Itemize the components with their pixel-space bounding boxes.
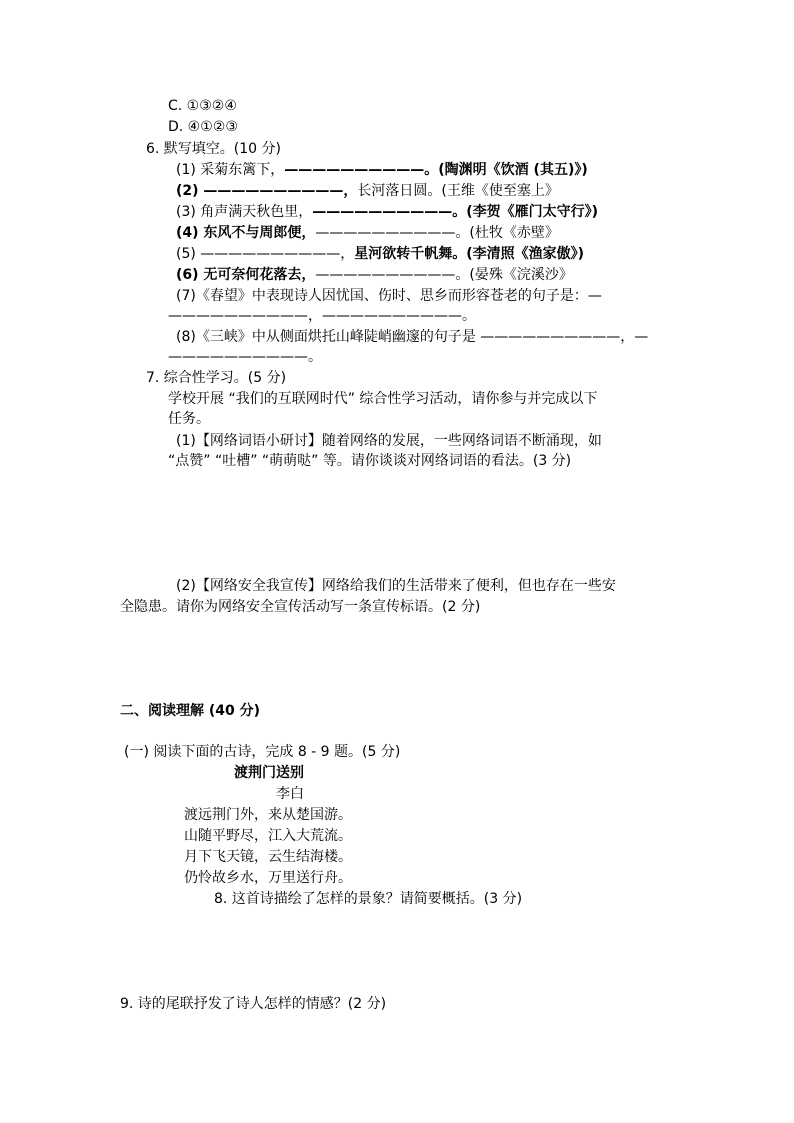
poem-author: 李白 <box>276 786 304 802</box>
section-2-heading: 二、阅读理解 (40 分) <box>120 703 261 719</box>
option-d: D. ④①②③ <box>168 119 238 135</box>
q6-item-5 <box>176 245 584 263</box>
q6-item-4-post: ——————————。(杜牧《赤壁》 <box>315 225 559 241</box>
q9: 9. 诗的尾联抒发了诗人怎样的情感？(2 分) <box>120 996 387 1012</box>
q6-item-1-pre: (1) 采菊东篱下， <box>176 162 285 178</box>
q7-part-1-line-1: (1)【网络词语小研讨】随着网络的发展，一些网络词语不断涌现，如 <box>176 433 602 449</box>
q7-intro-line-1: 学校开展 “我们的互联网时代” 综合性学习活动，请你参与并完成以下 <box>168 391 598 407</box>
q6-item-3-post: ——————————。(李贺《雁门太守行》) <box>312 204 599 220</box>
poem-title: 渡荆门送别 <box>234 765 304 781</box>
q6-item-1 <box>176 161 588 179</box>
q6-item-3-pre: (3) 角声满天秋色里， <box>176 204 313 220</box>
poem-line-3: 月下飞天镜，云生结海楼。 <box>184 849 352 865</box>
q6-item-6-pre: (6) 无可奈何花落去， <box>176 267 316 283</box>
poem-line-4: 仍怜故乡水，万里送行舟。 <box>184 870 352 886</box>
poem-intro: (一) 阅读下面的古诗，完成 8 - 9 题。(5 分) <box>124 744 401 760</box>
q6-item-7-line-2: ——————————，——————————。 <box>168 308 476 324</box>
q6-item-7-line-1: (7)《春望》中表现诗人因忧国、伤时、思乡而形容苍老的句子是：— <box>176 288 602 304</box>
q7-title: 7. 综合性学习。(5 分) <box>146 370 287 386</box>
q6-item-2-post: 长河落日圆。(王维《使至塞上》 <box>357 183 559 199</box>
q7-part-2-line-1: (2)【网络安全我宣传】网络给我们的生活带来了便利，但也存在一些安 <box>176 578 616 594</box>
q6-item-3 <box>176 203 598 221</box>
q6-item-5-post: 星河欲转千帆舞。(李清照《渔家傲》) <box>354 246 585 262</box>
q6-item-5-pre: (5) ——————————， <box>176 246 355 262</box>
q6-item-8-line-2: ——————————。 <box>168 349 322 365</box>
q6-item-2-pre: (2) ——————————， <box>176 183 358 199</box>
q6-item-6-post: ——————————。(晏殊《浣溪沙》 <box>315 267 573 283</box>
q6-item-1-post: ——————————。(陶渊明《饮酒 (其五)》) <box>284 162 588 178</box>
poem-line-2: 山随平野尽，江入大荒流。 <box>184 828 352 844</box>
q6-item-2 <box>176 182 559 200</box>
q7-intro-line-2: 任务。 <box>168 411 210 427</box>
poem-line-1: 渡远荆门外，来从楚国游。 <box>184 807 352 823</box>
q6-item-8-line-1: (8)《三峡》中从侧面烘托山峰陡峭幽邃的句子是 ——————————，— <box>176 329 649 345</box>
q6-item-6 <box>176 266 573 284</box>
option-c: C. ①③②④ <box>168 98 237 114</box>
q7-part-1-line-2: “点赞” “吐槽” “萌萌哒” 等。请你谈谈对网络词语的看法。(3 分) <box>168 453 572 469</box>
q6-item-4 <box>176 224 559 242</box>
q7-part-2-line-2: 全隐患。请你为网络安全宣传活动写一条宣传标语。(2 分) <box>120 599 481 615</box>
q6-item-4-pre: (4) 东风不与周郎便， <box>176 225 316 241</box>
q8: 8. 这首诗描绘了怎样的景象？请简要概括。(3 分) <box>214 891 523 907</box>
q6-title: 6. 默写填空。(10 分) <box>146 141 281 157</box>
